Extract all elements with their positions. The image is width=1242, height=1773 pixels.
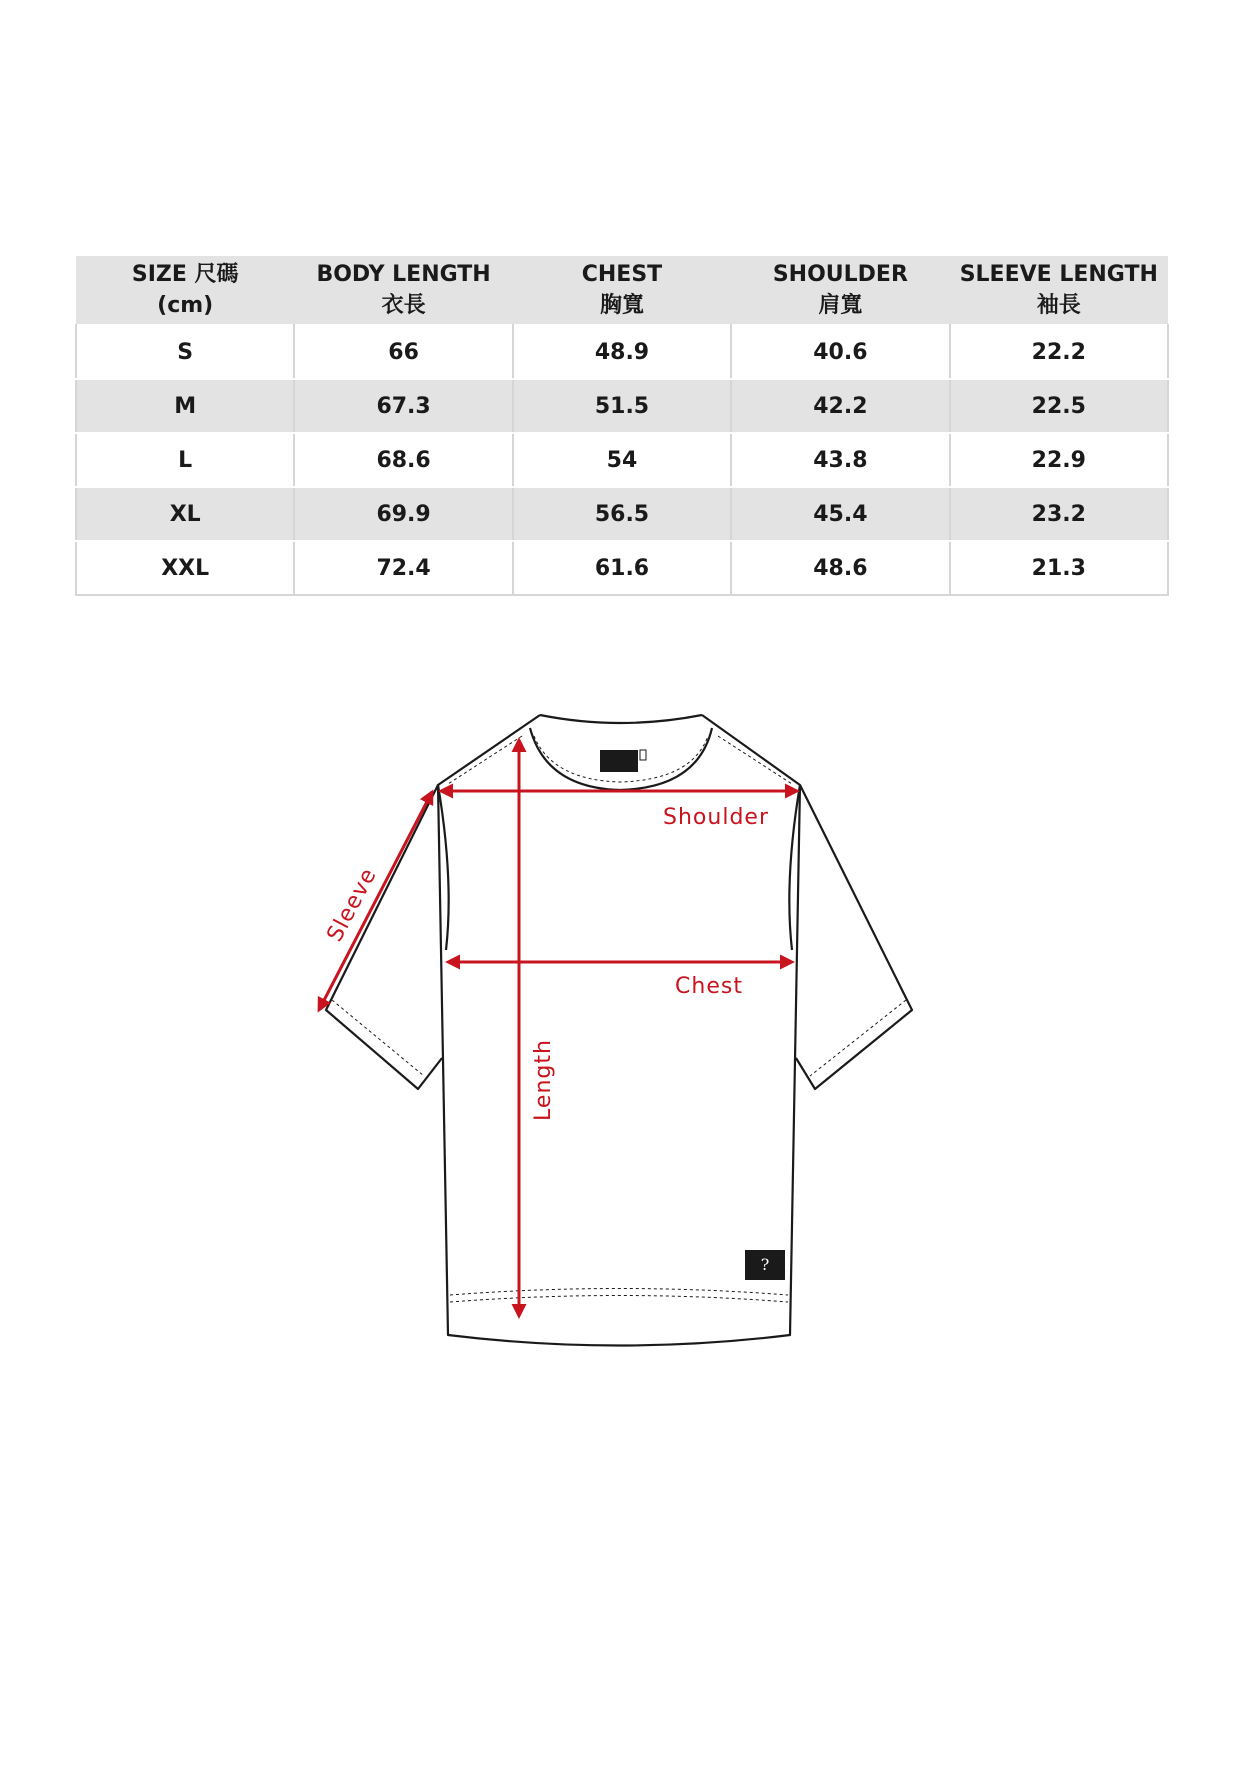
header-shoulder-line1: SHOULDER (772, 262, 908, 287)
sleeve-measure-line (319, 792, 432, 1010)
cell-shoulder: 42.2 (731, 379, 949, 433)
cell-sleeve-length: 22.9 (950, 433, 1168, 487)
header-size-line2: (cm) (157, 293, 214, 318)
cell-size: XXL (76, 541, 294, 595)
cell-size: XL (76, 487, 294, 541)
neck-label-patch (600, 750, 638, 772)
hem-tag-mark: ? (760, 1255, 770, 1274)
cell-shoulder: 45.4 (731, 487, 949, 541)
header-body-length-line2: 衣長 (381, 293, 426, 318)
cell-body-length: 67.3 (294, 379, 512, 433)
header-sleeve-length-line2: 袖長 (1036, 293, 1081, 318)
cell-chest: 54 (513, 433, 731, 487)
cell-chest: 48.9 (513, 325, 731, 379)
tshirt-right-sleeve (796, 785, 912, 1089)
cell-shoulder: 48.6 (731, 541, 949, 595)
cell-sleeve-length: 21.3 (950, 541, 1168, 595)
length-label: Length (531, 1039, 556, 1121)
cell-body-length: 68.6 (294, 433, 512, 487)
hem-stitch-2 (450, 1296, 788, 1303)
shoulder-label: Shoulder (663, 805, 769, 830)
header-shoulder-line2: 肩寬 (818, 293, 863, 318)
cell-sleeve-length: 23.2 (950, 487, 1168, 541)
cell-sleeve-length: 22.5 (950, 379, 1168, 433)
cell-shoulder: 43.8 (731, 433, 949, 487)
neck-brand-label (600, 750, 646, 772)
header-size-line1: SIZE 尺碼 (131, 262, 239, 287)
cell-size: M (76, 379, 294, 433)
tshirt-outline (326, 715, 912, 1346)
header-body-length-line1: BODY LENGTH (316, 262, 491, 287)
right-cuff-stitch (810, 1000, 906, 1076)
cell-chest: 56.5 (513, 487, 731, 541)
cell-body-length: 72.4 (294, 541, 512, 595)
cell-shoulder: 40.6 (731, 325, 949, 379)
shoulder-stitch-left (448, 736, 522, 784)
cell-size: S (76, 325, 294, 379)
neck-label-size-tab (640, 750, 646, 760)
chest-label: Chest (675, 974, 743, 999)
sleeve-label: Sleeve (322, 863, 383, 947)
tshirt-neckline-outer (540, 715, 702, 723)
cell-chest: 61.6 (513, 541, 731, 595)
cell-size: L (76, 433, 294, 487)
cell-chest: 51.5 (513, 379, 731, 433)
header-sleeve-length-line1: SLEEVE LENGTH (959, 262, 1158, 287)
cell-body-length: 69.9 (294, 487, 512, 541)
hem-stitch (450, 1289, 788, 1296)
cell-body-length: 66 (294, 325, 512, 379)
cell-sleeve-length: 22.2 (950, 325, 1168, 379)
header-chest-line2: 胸寬 (599, 293, 644, 318)
left-cuff-stitch (332, 1000, 424, 1076)
hem-brand-tag (745, 1250, 785, 1280)
shoulder-stitch-right (718, 736, 792, 784)
header-chest-line1: CHEST (581, 262, 663, 287)
